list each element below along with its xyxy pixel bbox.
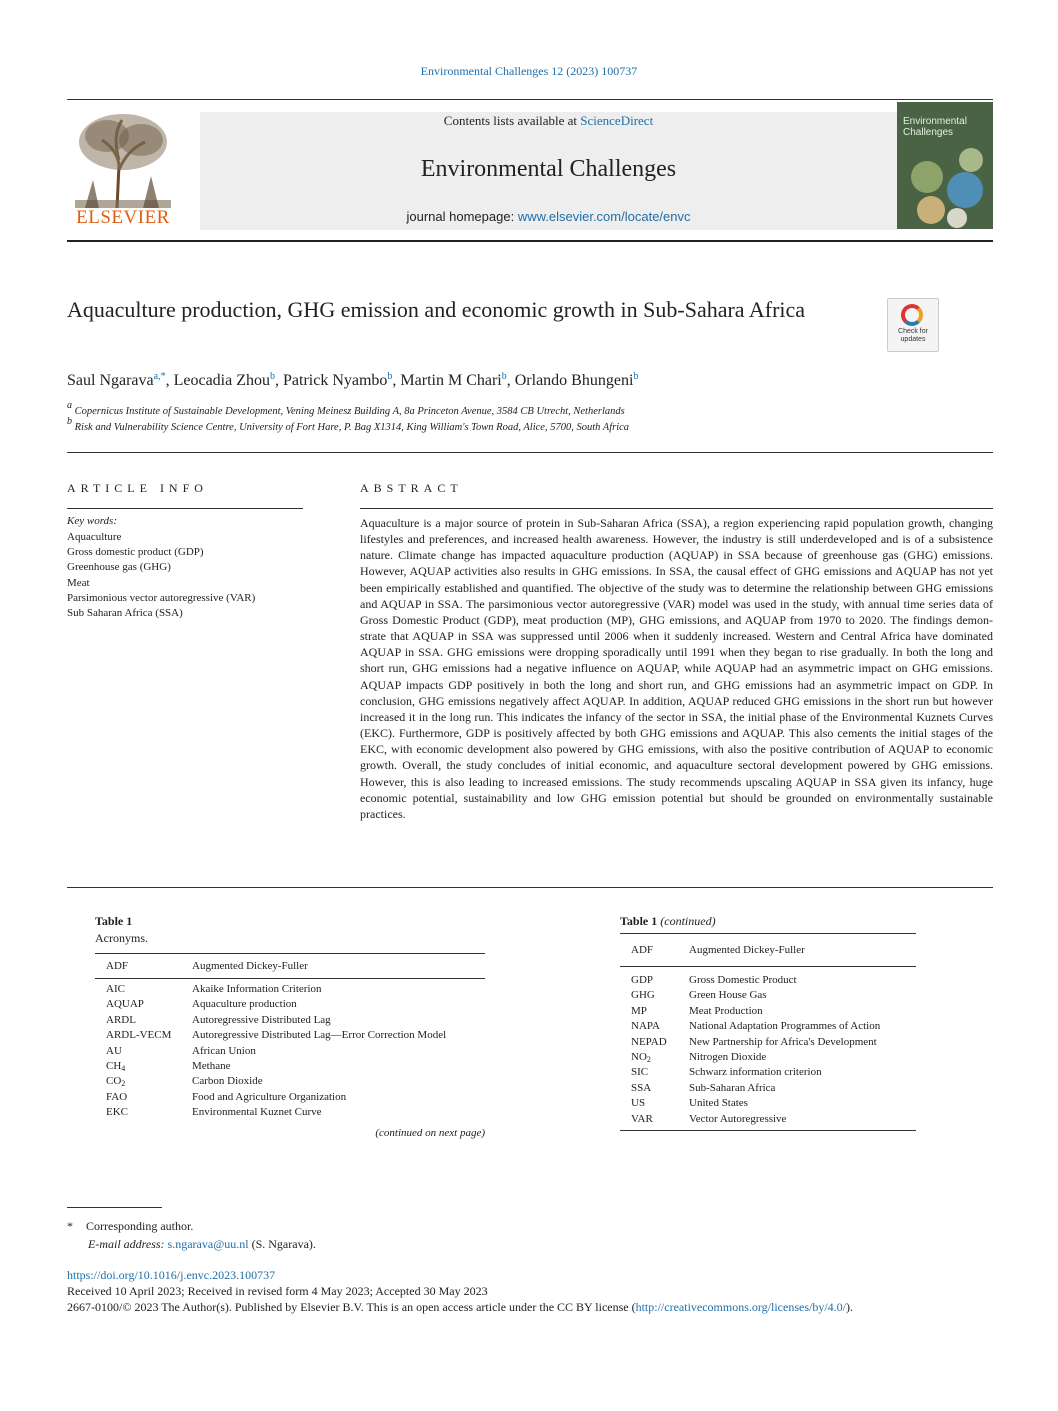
homepage-line: [200, 209, 897, 224]
homepage-link[interactable]: www.elsevier.com/locate/envc: [517, 209, 691, 224]
definition-cell: Carbon Dioxide: [192, 1075, 263, 1088]
abstract-text: Aquaculture is a major source of protein in Sub-Saharan Africa (SSA), a region experiencing rapid population growth, changing lifestyles and preferences, and increased health awareness. However, the industry is still underdeveloped and is of a subsistence nature. Climate change has impacted aquaculture production (AQUAP) in SSA because of greenhouse gas (GHG) emissions. However, AQUAP activities also results in GHG emissions. In SSA, the causal effect of GHG emissions and AQUAP has not yet been empirically established and quantified. The objective of the study was to determine the relationship between GHG emissions and AQUAP in SSA. The parsimonious vector autoregressive (VAR) model was used in the study, with annual time series data of Gross Domestic Product (GDP), meat production (MP), GHG emissions, and AQUAP from 1970 to 2020. The findings demonstrate that AQUAP in SSA was suppressed until 2006 when it suddenly increased. Western and Central Africa have dominated AQUAP in SSA. GHG emissions were dropping sporadically until 1991 when they began to rise gradually. In both the long and short run, GHG emissions had a negative influence on AQUAP, while AQUAP had an asymmetric impact on GHG emissions. AQUAP impacts GDP positively in both the long and short run, and GHG emissions had an asymmetric impact on GDP. In conclusion, GHG emissions negatively affect AQUAP. In addition, AQUAP reduced GHG emissions in the short run but however increased it in the long run. This indicates the infancy of the sector in SSA, the initial phase of the Environmental Kuznets Curves (EKC). Furthermore, GDP is positively affected by both GHG emissions and AQUAP. This also cements the initial stages of the EKC, with economic development also powered by GHG emissions, with also the positive contribution of AQUAP to economic growth. Overall, the study concludes of initial economic, and aquaculture sectoral development powered by GHG emissions. However, this is also leading to increased emissions. The study recommends upscaling AQUAP in SSA given its infancy, huge economic potential, sustainability and low GHG emission potential but should be grounded on environmentally sustainable practices.: [360, 516, 993, 821]
definition-cell: Meat Production: [689, 1004, 763, 1017]
journal-reference[interactable]: Environmental Challenges 12 (2023) 100737: [420, 64, 638, 78]
table1-continued-note: (continued on next page): [375, 1127, 485, 1139]
contents-line: [200, 113, 897, 129]
abstract-end-divider: [67, 887, 993, 888]
acronym-cell: VAR: [631, 1112, 653, 1125]
table1-header-rule: [95, 978, 485, 979]
license-statement: 2667-0100/© 2023 The Author(s). Published by Elsevier B.V. This is an open access article under the CC BY license (http://creativecommons.org/licenses/by/4.0/).: [67, 1300, 853, 1314]
table1-title: Table 1: [95, 914, 133, 928]
definition-cell: Autoregressive Distributed Lag: [192, 1013, 331, 1026]
article-info-divider: [67, 508, 303, 509]
keyword-list: [67, 530, 255, 621]
table1-continued-top-rule: [620, 933, 916, 934]
elsevier-logo: [67, 110, 179, 232]
keyword: Meat: [67, 576, 90, 589]
acronym-cell: $CH_4$: [106, 1060, 126, 1073]
table1-header-full: Augmented Dickey-Fuller: [192, 960, 308, 972]
article-dates: Received 10 April 2023; Received in revised form 4 May 2023; Accepted 30 May 2023: [67, 1284, 488, 1298]
definition-cell: Vector Autoregressive: [689, 1112, 787, 1125]
keywords-label: Key words:: [67, 515, 118, 527]
homepage-prefix: journal homepage:: [406, 209, 518, 224]
table1-top-rule: [95, 953, 485, 954]
definition-cell: Methane: [192, 1060, 231, 1072]
doi-link[interactable]: https://doi.org/10.1016/j.envc.2023.100737: [67, 1268, 276, 1282]
affiliation-b: $^b$ Risk and Vulnerability Science Centre, University of Fort Hare, P. Bag X1314, King William's Town Road, Alice, 5700, South Africa: [67, 416, 630, 433]
crossmark-icon: [901, 304, 923, 326]
author-list: Saul Ngarava$^{a,*}$, Leocadia Zhou$^b$, Patrick Nyambo$^b$, Martin M Chari$^b$, Orlando Bhungeni$^b$: [67, 371, 639, 389]
definition-cell: Aquaculture production: [192, 998, 297, 1011]
acronym-cell: GHG: [631, 989, 655, 1002]
acronym-cell: NAPA: [631, 1020, 660, 1033]
acronym-cell: FAO: [106, 1090, 128, 1103]
footnote-mark: *: [67, 1219, 73, 1233]
article-info-heading: ARTICLE INFO: [67, 481, 208, 495]
author-affiliation-mark[interactable]: a,*: [153, 371, 166, 382]
article-title: Aquaculture production, GHG emission and economic growth in Sub-Sahara Africa: [67, 297, 806, 322]
author-name[interactable]: Leocadia Zhou: [173, 372, 270, 389]
acronym-cell: $NO_2$: [631, 1051, 651, 1064]
acronym-cell: SIC: [631, 1066, 649, 1079]
acronym-cell: MP: [631, 1004, 647, 1017]
keyword: Parsimonious vector autoregressive (VAR): [67, 591, 256, 604]
acronym-cell: ARDL: [106, 1013, 136, 1026]
sciencedirect-link[interactable]: ScienceDirect: [580, 113, 654, 128]
keyword: Sub Saharan Africa (SSA): [67, 607, 183, 620]
definition-cell: Autoregressive Distributed Lag—Error Correction Model: [192, 1029, 447, 1042]
affiliation-divider: [67, 452, 993, 453]
acronym-cell: NEPAD: [631, 1035, 667, 1048]
table1-continued-header-abbr: ADF: [631, 944, 654, 956]
acronym-cell: ARDL-VECM: [106, 1029, 172, 1042]
table1-header-abbr: ADF: [106, 960, 129, 972]
acronym-cell: $CO_2$: [106, 1075, 126, 1089]
affiliation-mark: a: [67, 400, 72, 411]
definition-cell: Akaike Information Criterion: [192, 983, 322, 995]
definition-cell: National Adaptation Programmes of Action: [689, 1020, 881, 1033]
journal-cover-image[interactable]: [897, 102, 993, 229]
table1-continued-bottom-rule: [620, 1130, 916, 1131]
author-affiliation-mark[interactable]: b: [270, 371, 275, 382]
definition-cell: Gross Domestic Product: [689, 974, 797, 986]
definition-cell: Sub-Saharan Africa: [689, 1081, 776, 1094]
definition-cell: Green House Gas: [689, 989, 767, 1002]
definition-cell: Environmental Kuznet Curve: [192, 1106, 322, 1119]
keyword: Aquaculture: [67, 531, 122, 543]
footnote-divider: [67, 1207, 162, 1208]
top-divider: [67, 99, 993, 100]
keyword: Greenhouse gas (GHG): [67, 561, 171, 574]
acronym-cell: EKC: [106, 1106, 128, 1119]
email-link[interactable]: s.ngarava@uu.nl: [167, 1237, 249, 1251]
check-for-updates-badge[interactable]: [887, 298, 939, 352]
acronym-cell: US: [631, 1097, 646, 1110]
journal-name: Environmental Challenges: [420, 156, 677, 182]
license-link[interactable]: http://creativecommons.org/licenses/by/4.0/: [635, 1300, 846, 1314]
crossmark-label: Check for updates: [898, 328, 928, 343]
table1-continued-title: Table 1 (continued): [620, 914, 716, 928]
definition-cell: New Partnership for Africa's Development: [689, 1035, 877, 1048]
author-affiliation-mark[interactable]: b: [501, 371, 507, 382]
corresponding-author-note: * Corresponding author.: [67, 1219, 194, 1233]
table1-continued-header-rule: [620, 966, 916, 967]
definition-cell: Schwarz information criterion: [689, 1066, 822, 1079]
table1-continued-header-full: Augmented Dickey-Fuller: [689, 944, 805, 956]
header-divider: [67, 240, 993, 242]
definition-cell: Food and Agriculture Organization: [192, 1090, 347, 1103]
author-name[interactable]: Martin M Chari: [400, 372, 502, 389]
contents-prefix: Contents lists available at: [443, 113, 581, 128]
abstract-divider: [360, 508, 993, 509]
acronym-cell: AQUAP: [106, 998, 144, 1011]
abstract-heading: ABSTRACT: [360, 481, 463, 495]
acronym-cell: GDP: [631, 974, 654, 986]
author-affiliation-mark[interactable]: b: [633, 371, 639, 382]
acronym-cell: AIC: [106, 983, 125, 995]
table1-caption: Acronyms.: [95, 931, 148, 945]
cover-title: Environmental Challenges: [903, 116, 967, 138]
acronym-cell: SSA: [631, 1081, 652, 1094]
affiliation-mark: b: [67, 416, 72, 427]
affiliation-a: $^a$ Copernicus Institute of Sustainable Development, Vening Meinesz Building A, 8a Princeton Avenue, 3584 CB Utrecht, Netherlands: [67, 400, 625, 417]
author-name[interactable]: Saul Ngarava: [67, 372, 154, 389]
acronym-cell: AU: [106, 1044, 122, 1057]
author-name[interactable]: Orlando Bhungeni: [514, 372, 634, 389]
definition-cell: Nitrogen Dioxide: [689, 1051, 767, 1063]
definition-cell: African Union: [192, 1044, 256, 1057]
author-name[interactable]: Patrick Nyambo: [283, 372, 388, 389]
elsevier-wordmark: ELSEVIER: [76, 207, 170, 228]
email-note: E-mail address: s.ngarava@uu.nl (S. Ngarava).: [88, 1237, 316, 1251]
keyword: Gross domestic product (GDP): [67, 546, 204, 559]
author-affiliation-mark[interactable]: b: [387, 371, 393, 382]
definition-cell: United States: [689, 1097, 748, 1110]
